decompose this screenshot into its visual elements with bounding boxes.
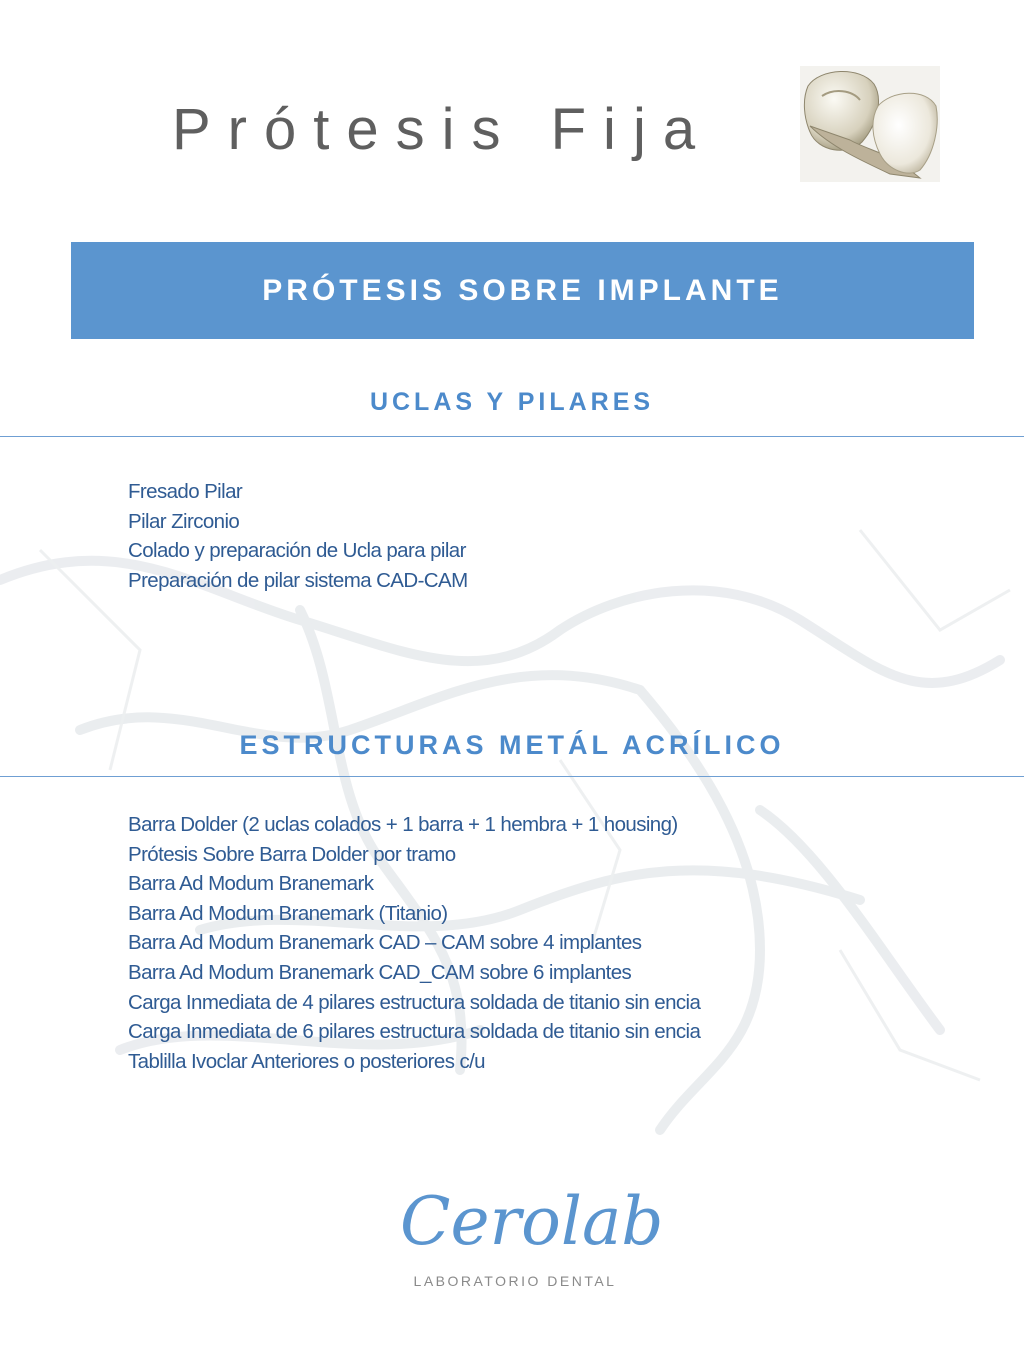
logo-subtitle: LABORATORIO DENTAL <box>413 1273 617 1289</box>
list-item: Pilar Zirconio <box>128 509 240 533</box>
list-item: Colado y preparación de Ucla para pilar <box>128 539 466 563</box>
dental-crowns-image <box>800 66 940 182</box>
section-divider <box>0 436 1024 437</box>
section-heading-uclas: UCLAS Y PILARES <box>369 388 655 416</box>
list-item: Prótesis Sobre Barra Dolder por tramo <box>128 842 456 866</box>
list-item: Barra Dolder (2 uclas colados + 1 barra + 1 hembra + 1 housing) <box>128 813 678 836</box>
uclas-list <box>128 477 468 595</box>
list-item: Preparación de pilar sistema CAD-CAM <box>128 568 468 592</box>
list-item: Barra Ad Modum Branemark CAD_CAM sobre 6 implantes <box>128 960 632 984</box>
section-banner <box>71 242 974 339</box>
list-item: Carga Inmediata de 6 pilares estructura soldada de titanio sin encia <box>128 1020 701 1044</box>
estructuras-list <box>128 810 700 1076</box>
list-item: Barra Ad Modum Branemark <box>128 872 374 896</box>
list-item: Fresado Pilar <box>128 480 243 503</box>
section-heading-estructuras: ESTRUCTURAS METÁL ACRÍLICO <box>239 730 785 760</box>
section-divider <box>0 776 1024 777</box>
page-title: Prótesis Fija <box>172 97 713 162</box>
cerolab-logo <box>400 1172 664 1297</box>
list-item: Carga Inmediata de 4 pilares estructura soldada de titanio sin encia <box>128 990 701 1014</box>
list-item: Barra Ad Modum Branemark (Titanio) <box>128 901 448 925</box>
logo-wordmark: Cerolab <box>400 1183 664 1260</box>
banner-label: PRÓTESIS SOBRE IMPLANTE <box>262 273 783 307</box>
list-item: Tablilla Ivoclar Anteriores o posteriores c/u <box>128 1049 485 1073</box>
list-item: Barra Ad Modum Branemark CAD – CAM sobre 4 implantes <box>128 931 642 955</box>
